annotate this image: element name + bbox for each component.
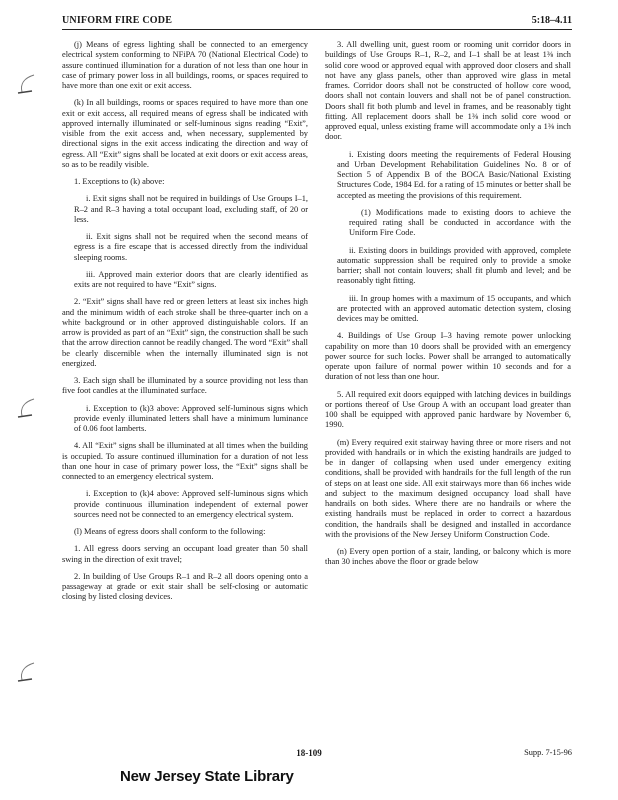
page-number: 18-109 <box>296 748 322 758</box>
paragraph: 2. “Exit” signs shall have red or green letters at least six inches high and the minimum width of each stroke shall be three-quarter inch on a white background or in other approved distinguishable colors. If an arrow is provided as part of an “Exit” sign, the construction shall be such that the arrow direction cannot be readily changed. The word “Exit” shall be clearly discernible when the internally illuminated sign is not energized. <box>62 297 308 368</box>
page-header <box>62 13 572 30</box>
paragraph: (l) Means of egress doors shall conform to the following: <box>74 527 266 536</box>
right-column <box>325 40 571 575</box>
paragraph: (j) Means of egress lighting shall be connected to an emergency electrical system conforming to NFiPA 70 (National Electrical Code) to assure continued illumination for a duration of not less than one hour in case of primary power loss in all buildings, rooms, or spaces required to have more than one exit or exit access. <box>62 40 308 90</box>
paragraph: (m) Every required exit stairway having three or more risers and not provided with handrails or in which the existing handrails are judged to be in danger of collapsing when used under emergency exiting conditions, shall be provided with handrails for the full length of the run of steps on at least one side. All exit stairways more than 66 inches wide and subject to the maximum designed occupancy load shall have handrails on both sides. Where there are no handrails or where the existing handrails must be replaced in order to correct a hazardous condition, the handrails shall be designed and installed in accordance with the provisions of the New Jersey Uniform Construction Code. <box>325 437 571 539</box>
header-section: 5:18–4.11 <box>531 15 572 26</box>
paragraph: i. Exception to (k)4 above: Approved self-luminous signs which provide continuous illumination independent of external power sources need not be connected to an emergency electrical system. <box>74 489 308 519</box>
binder-hole-mark-icon <box>14 660 40 684</box>
paragraph: (n) Every open portion of a stair, landing, or balcony which is more than 30 inches above the floor or grade below <box>325 547 571 567</box>
paragraph: (k) In all buildings, rooms or spaces required to have more than one exit or exit access, all required means of egress shall be indicated with approved internally illuminated or self-luminous signs reading “Exit”, visible from the exit access and, when necessary, supplemented by directional signs in the exit access indicating the direction and way of egress. All “Exit” signs shall be located at exit doors or exit access areas, so as to be readily visible. <box>62 98 308 169</box>
binder-hole-mark-icon <box>14 72 40 96</box>
binder-hole-mark-icon <box>14 396 40 420</box>
paragraph: 2. In building of Use Groups R–1 and R–2 all doors opening onto a passageway at grade or exit stair shall be self-closing or automatic closing by listed closing devices. <box>62 571 308 602</box>
supplement-date: Supp. 7-15-96 <box>524 748 572 757</box>
paragraph: i. Exit signs shall not be required in buildings of Use Groups I–1, R–2 and R–3 having a total occupant load, excluding staff, of 20 or less. <box>74 194 308 224</box>
left-column <box>62 40 308 610</box>
paragraph: ii. Existing doors in buildings provided with approved, complete automatic suppression shall be required only to provide a smoke barrier; shall not contain louvers; shall fit plumb and level; and be reasonably tight fitting. <box>337 245 571 286</box>
paragraph: 3. Each sign shall be illuminated by a source providing not less than five foot candles at the illuminated surface. <box>62 376 308 396</box>
paragraph: 5. All required exit doors equipped with latching devices in buildings or portions thereof of Use Group A with an occupant load greater than 100 shall be equipped with approved panic hardware by November 6, 1990. <box>325 389 571 430</box>
paragraph: iii. In group homes with a maximum of 15 occupants, and which are protected with an approved automatic detection system, closing devices may be omitted. <box>337 293 571 323</box>
library-stamp: New Jersey State Library <box>120 768 294 785</box>
paragraph: ii. Exit signs shall not be required when the second means of egress is a fire escape that is accessed directly from the individual sleeping rooms. <box>74 232 308 262</box>
paragraph: 4. Buildings of Use Group I–3 having remote power unlocking capability on more than 10 doors shall be provided with an emergency power source for such locks. Power shall be arranged to automatically operate upon failure of normal power within 10 seconds and for a duration of not less than one hour. <box>325 331 571 382</box>
header-title: UNIFORM FIRE CODE <box>62 15 173 26</box>
paragraph: 4. All “Exit” signs shall be illuminated at all times when the building is occupied. To assure continued illumination for a duration of not less than one hour in case of primary power loss, the “Exit” signs shall be connected to an emergency electrical system. <box>62 441 308 481</box>
paragraph: 1. Exceptions to (k) above: <box>74 177 165 186</box>
paragraph: (1) Modifications made to existing doors to achieve the required rating shall be conducted in accordance with the Uniform Fire Code. <box>349 207 571 238</box>
paragraph: i. Existing doors meeting the requirements of Federal Housing and Urban Development Rehabilitation Guidelines No. 8 or of Section 5 of Appendix B of the BOCA Basic/National Existing Structures Code, 1984 Ed. for a rating of 15 minutes or better shall be accepted as meeting the provisions of this requirement. <box>337 149 571 200</box>
paragraph: i. Exception to (k)3 above: Approved self-luminous signs which provide evenly illuminated letters shall have a minimum luminance of 0.06 foot lamberts. <box>74 403 308 433</box>
paragraph: iii. Approved main exterior doors that are clearly identified as exits are not required to have “Exit” signs. <box>74 269 308 289</box>
paragraph: 3. All dwelling unit, guest room or rooming unit corridor doors in buildings of Use Groups R–1, R–2, and I–1 shall be at least 1⅜ inch solid core wood or approved equal with approved door closers and shall not have any glass panels, other than approved wire glass in metal frames. Corridor doors shall not be constructed of hollow core wood, doors shall not contain louvers and shall not be of panel construction. Doors shall fit both plumb and level in frames, and be reasonably tight fitting. All replacement doors shall be 1⅜ inch solid core wood or approved equal, unless existing frame will accommodate only a 1⅜ inch door. <box>325 40 571 142</box>
paragraph: 1. All egress doors serving an occupant load greater than 50 shall swing in the direction of exit travel; <box>62 544 308 564</box>
